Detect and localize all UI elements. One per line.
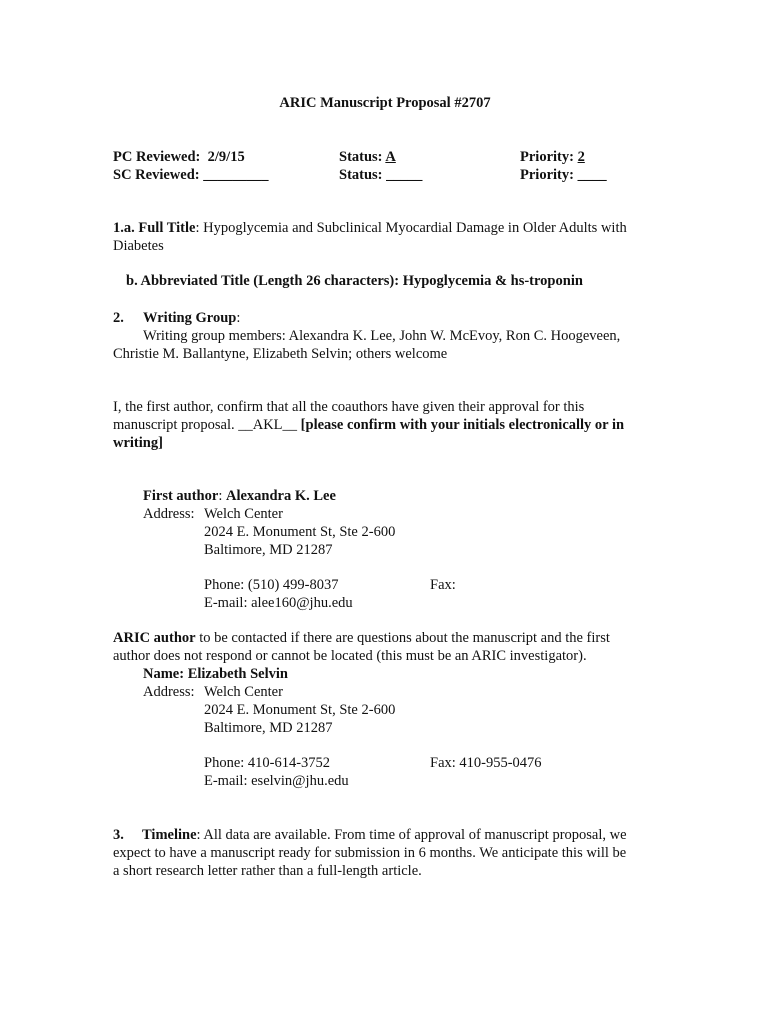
first-author-email: E-mail: alee160@jhu.edu [204, 595, 353, 611]
abbreviated-title [126, 272, 583, 290]
first-author-phone: Phone: (510) 499-8037 [204, 577, 339, 593]
writing-group-colon: : [236, 310, 241, 326]
priority-2 [520, 166, 607, 184]
priority-1-value: 2 [577, 149, 585, 165]
aric-author-name: Name: Elizabeth Selvin [143, 666, 288, 682]
aric-author-address-line2: 2024 E. Monument St, Ste 2-600 [204, 702, 396, 718]
writing-group-label: Writing Group [143, 310, 237, 326]
first-author-name: Alexandra K. Lee [225, 488, 336, 504]
full-title-label: 1.a. Full Title [113, 220, 196, 236]
aric-author-address-line3: Baltimore, MD 21287 [204, 720, 333, 736]
sc-reviewed-value: _________ [203, 167, 269, 183]
full-title-line2: Diabetes [113, 238, 164, 254]
aric-author-address-line1: Welch Center [204, 684, 283, 700]
document-title: ARIC Manuscript Proposal #2707 [279, 95, 491, 111]
status-2-value: _____ [386, 167, 423, 183]
first-author-address-label: Address: [143, 506, 195, 522]
abbreviated-title-value: Hypoglycemia & hs-troponin [402, 273, 583, 289]
sc-reviewed [113, 166, 268, 184]
aric-author-address-label: Address: [143, 684, 195, 700]
timeline-line2: expect to have a manuscript ready for submission in 6 months. We anticipate this will be [113, 845, 627, 861]
abbreviated-title-label: b. Abbreviated Title (Length 26 characters) [126, 273, 395, 289]
first-author-address-line2: 2024 E. Monument St, Ste 2-600 [204, 524, 396, 540]
timeline-text: : All data are available. From time of approval of manuscript proposal, we [196, 827, 627, 843]
aric-author-line2: author does not respond or cannot be located (this must be an ARIC investigator). [113, 648, 587, 664]
timeline-number: 3. [113, 827, 124, 843]
priority-2-label: Priority: [520, 167, 574, 183]
first-author-address-line3: Baltimore, MD 21287 [204, 542, 333, 558]
confirm-line3: writing] [113, 435, 163, 451]
status-2 [339, 166, 422, 184]
aric-author-phone: Phone: 410-614-3752 [204, 755, 331, 771]
timeline-label: Timeline [142, 827, 197, 843]
sc-reviewed-label: SC Reviewed: [113, 167, 200, 183]
full-title-text: : Hypoglycemia and Subclinical Myocardial Damage in Older Adults with [195, 220, 627, 236]
aric-author-email: E-mail: eselvin@jhu.edu [204, 773, 349, 789]
pc-reviewed-value: 2/9/15 [207, 149, 245, 165]
writing-group-number: 2. [113, 310, 124, 326]
status-2-label: Status: [339, 167, 383, 183]
first-author-address-line1: Welch Center [204, 506, 283, 522]
status-1-label: Status: [339, 149, 383, 165]
timeline-line1 [113, 826, 627, 844]
first-author-colon: : [218, 488, 226, 504]
writing-group-heading [113, 309, 124, 327]
writing-group-line2: Christie M. Ballantyne, Elizabeth Selvin; others welcome [113, 346, 448, 362]
aric-author-line1 [113, 629, 610, 647]
full-title-line1 [113, 219, 627, 237]
aric-author-fax: Fax: 410-955-0476 [430, 755, 542, 771]
status-1 [339, 148, 396, 166]
pc-reviewed [113, 148, 245, 166]
confirm-line1: I, the first author, confirm that all the coauthors have given their approval for this [113, 399, 585, 415]
timeline-line3: a short research letter rather than a full-length article. [113, 863, 422, 879]
priority-1-label: Priority: [520, 149, 574, 165]
confirm-instruction: [please confirm with your initials electronically or in [300, 417, 625, 433]
first-author-heading [143, 487, 336, 505]
aric-author-text: to be contacted if there are questions about the manuscript and the first [195, 630, 610, 646]
aric-author-label: ARIC author [113, 630, 196, 646]
confirm-line2 [113, 416, 624, 434]
priority-2-value: ____ [577, 167, 607, 183]
confirm-initials: manuscript proposal. __AKL__ [113, 417, 301, 433]
status-1-value: A [385, 149, 396, 165]
writing-group-line1: Writing group members: Alexandra K. Lee, John W. McEvoy, Ron C. Hoogeveen, [143, 328, 621, 344]
priority-1 [520, 148, 585, 166]
pc-reviewed-label: PC Reviewed: [113, 149, 201, 165]
abbreviated-title-colon: : [394, 273, 403, 289]
first-author-label: First author [143, 488, 219, 504]
writing-group-title [143, 309, 240, 327]
first-author-fax: Fax: [430, 577, 456, 593]
